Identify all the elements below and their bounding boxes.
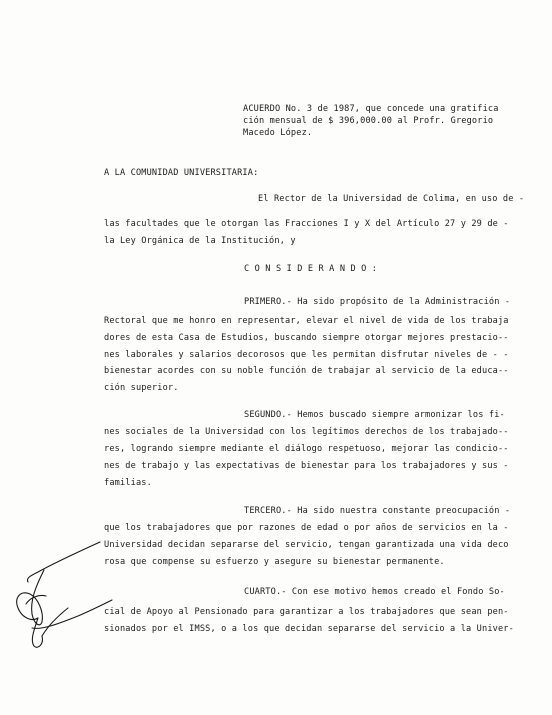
primero-line-4: nes laborales y salarios decorosos que les permitan disfrutar niveles de - -: [104, 350, 509, 360]
intro-line-1: El Rector de la Universidad de Colima, en uso de -: [258, 194, 525, 204]
primero-line-2: Rectoral que me honro en representar, elevar el nivel de vida de los trabaja: [104, 316, 509, 326]
segundo-line-4: nes de trabajo y las expectativas de bienestar para los trabajadores y sus -: [104, 461, 509, 471]
tercero-line-3: Universidad decidan separarse del servicio, tengan garantizada una vida deco: [104, 540, 509, 550]
agreement-title-line-3: Macedo López.: [243, 128, 313, 138]
considerando-heading: C O N S I D E R A N D O :: [244, 264, 378, 274]
salutation: A LA COMUNIDAD UNIVERSITARIA:: [104, 168, 259, 178]
tercero-line-1: TERCERO.- Ha sido nuestra constante preocupación -: [244, 506, 511, 516]
cuarto-line-1: CUARTO.- Con ese motivo hemos creado el Fondo So-: [244, 587, 505, 597]
primero-line-5: bienestar acordes con su noble función de trabajar al servicio de la educa--: [104, 366, 509, 376]
tercero-line-4: rosa que compense su esfuerzo y asegure su bienestar permanente.: [104, 557, 445, 567]
segundo-line-5: familias.: [104, 478, 152, 488]
handwritten-signature: [8, 538, 118, 658]
agreement-title-line-1: ACUERDO No. 3 de 1987, que concede una gratifica: [243, 104, 499, 114]
intro-line-3: la Ley Orgánica de la Institución, y: [104, 236, 296, 246]
agreement-title-line-2: ción mensual de $ 396,000.00 al Profr. Gregorio: [243, 116, 494, 126]
segundo-line-3: res, logrando siempre mediante el diálogo respetuoso, mejorar las condicio--: [104, 444, 509, 454]
cuarto-line-3: sionados por el IMSS, o a los que decidan separarse del servicio a la Univer-: [104, 624, 514, 634]
segundo-line-2: nes sociales de la Universidad con los legítimos derechos de los trabajado--: [104, 427, 509, 437]
primero-line-3: dores de esta Casa de Estudios, buscando siempre otorgar mejores prestacio--: [104, 333, 509, 343]
primero-line-1: PRIMERO.- Ha sido propósito de la Administración -: [244, 297, 511, 307]
intro-line-2: las facultades que le otorgan las Fracciones I y X del Artículo 27 y 29 de -: [104, 219, 509, 229]
cuarto-line-2: cial de Apoyo al Pensionado para garantizar a los trabajadores que sean pen-: [104, 607, 509, 617]
segundo-line-1: SEGUNDO.- Hemos buscado siempre armonizar los fi-: [244, 410, 505, 420]
tercero-line-2: que los trabajadores que por razones de edad o por años de servicios en la -: [104, 523, 509, 533]
primero-line-6: ción superior.: [104, 383, 179, 393]
